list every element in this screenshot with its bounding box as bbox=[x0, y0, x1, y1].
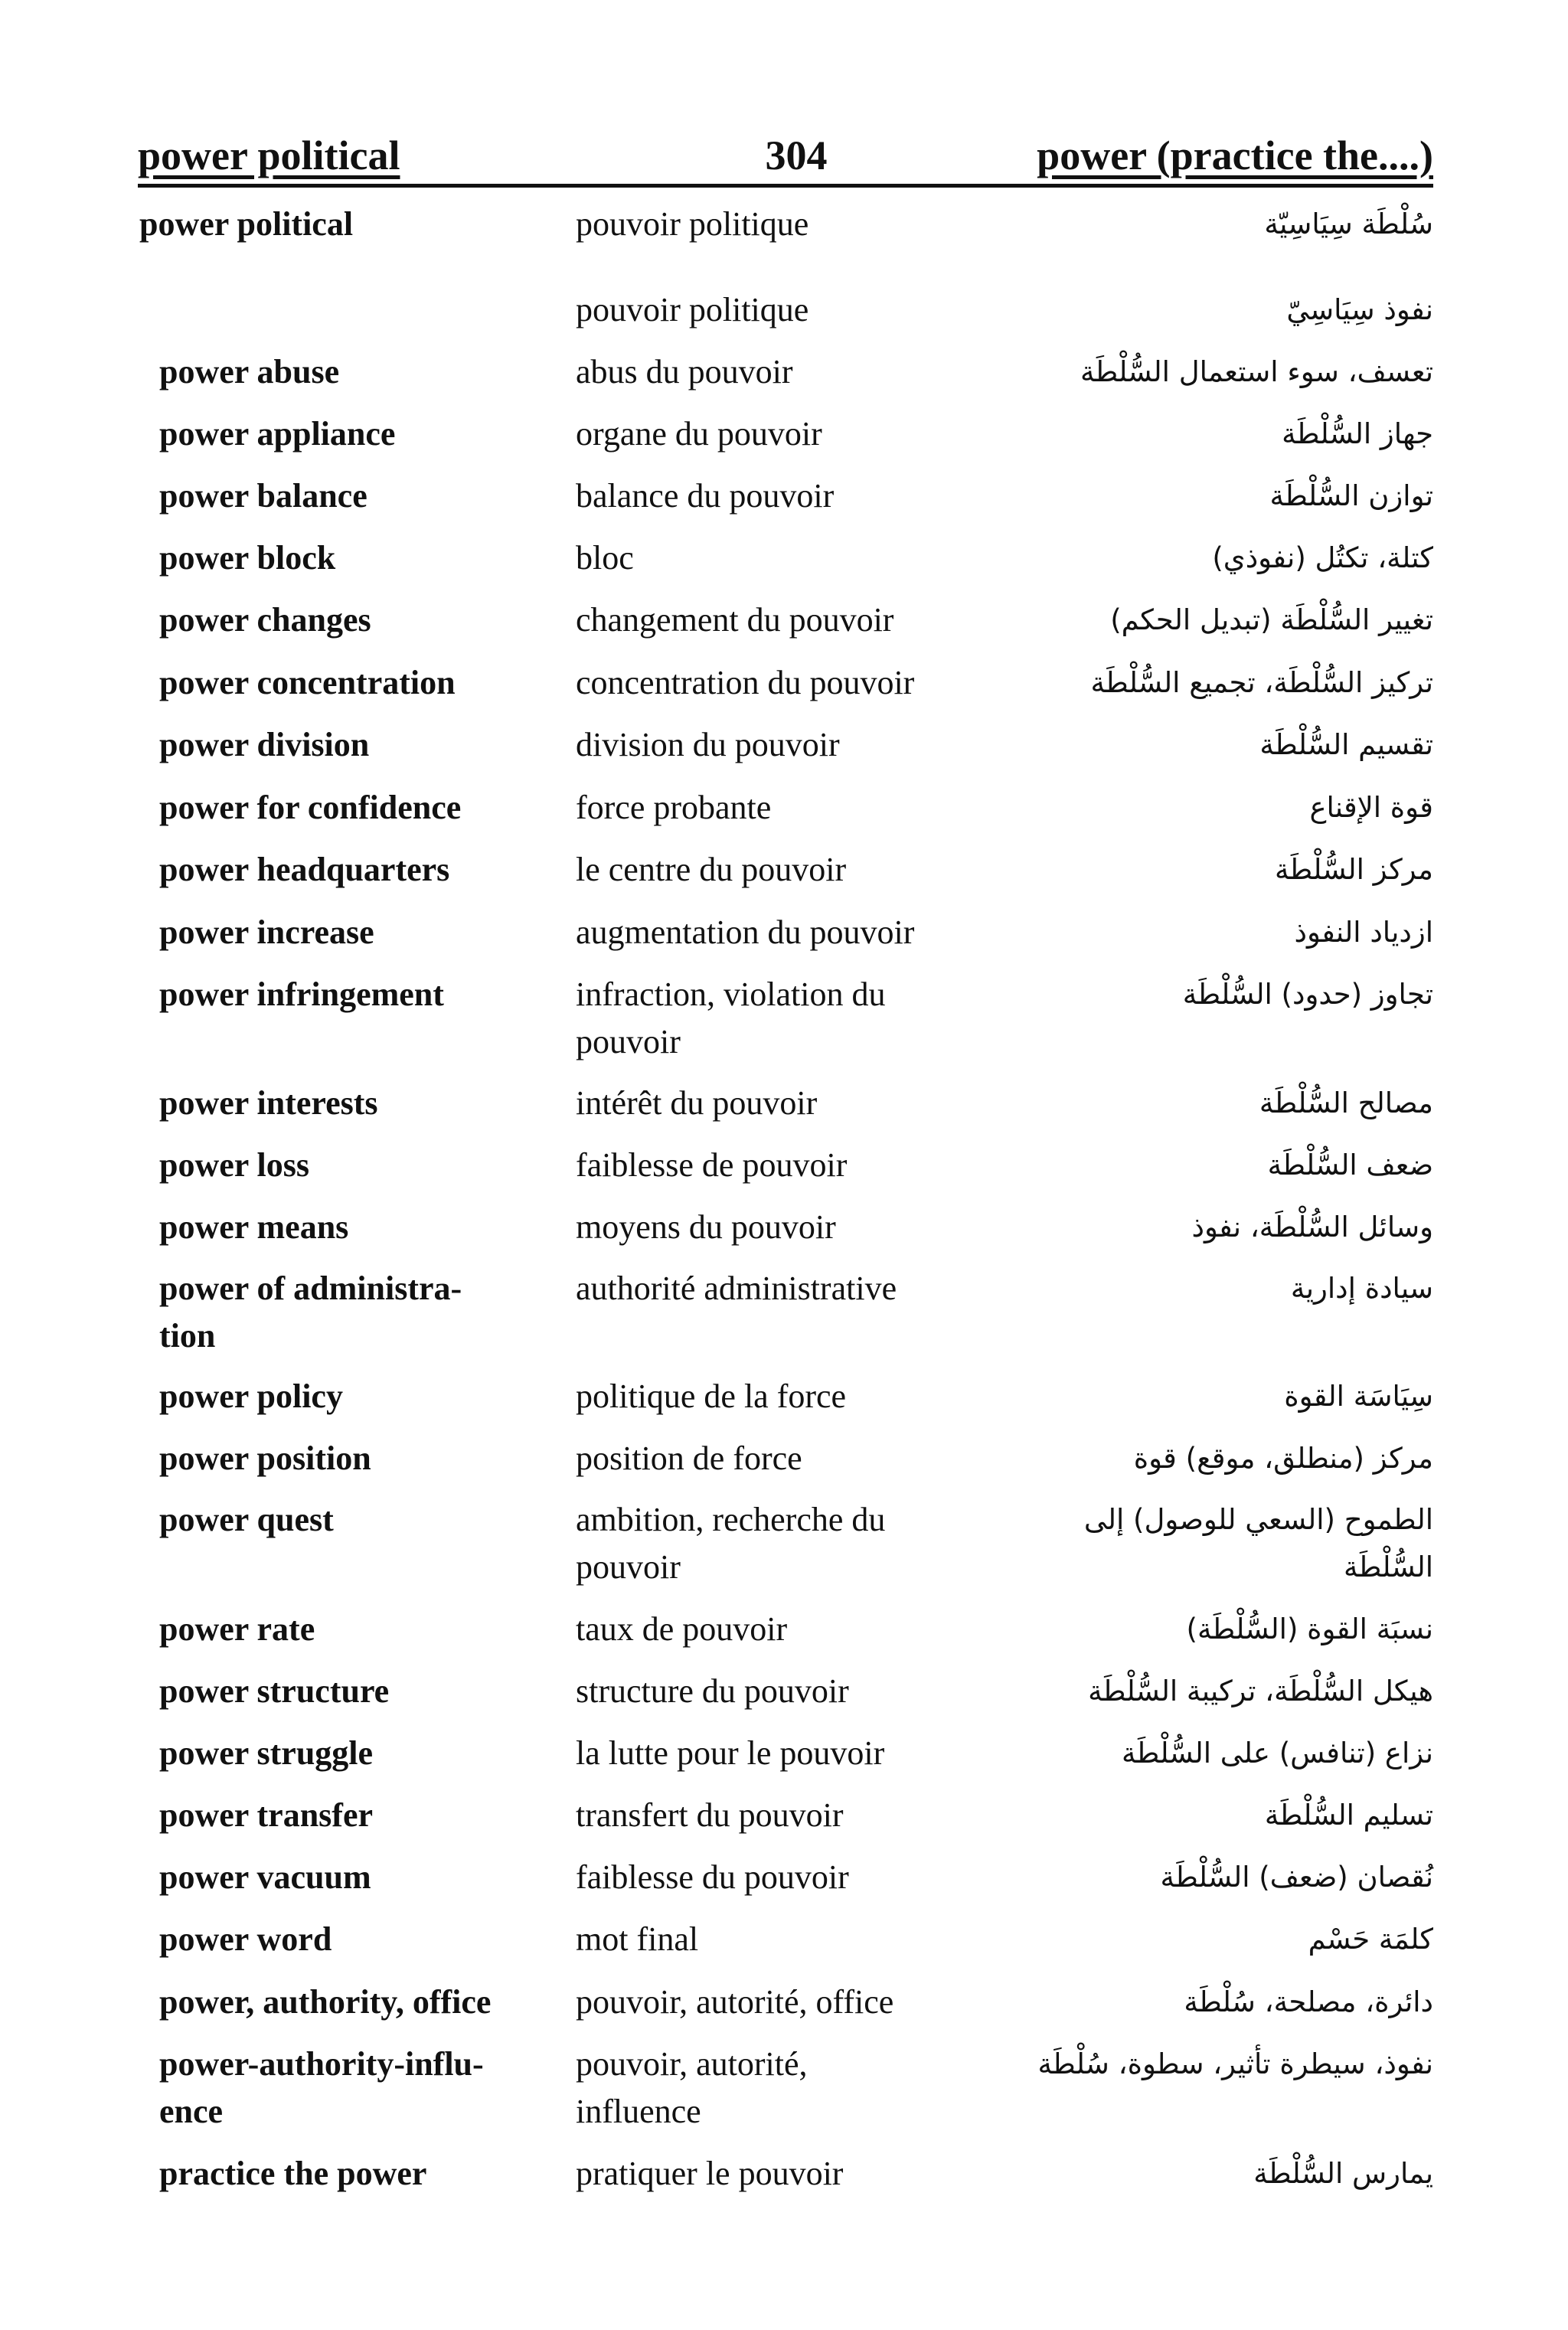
entry-french: concentration du pouvoir bbox=[576, 664, 915, 701]
entry-french: moyens du pouvoir bbox=[576, 1208, 836, 1246]
entry-term: power struggle bbox=[159, 1734, 374, 1772]
entry-term: power of administra- tion bbox=[159, 1270, 462, 1355]
entry-arabic: هيكل السُّلْطَة، تركيبة السُّلْطَة bbox=[1088, 1675, 1433, 1707]
entry-term: power position bbox=[159, 1440, 371, 1477]
entry-term: power rate bbox=[159, 1610, 315, 1648]
entry-arabic: سيادة إدارية bbox=[1290, 1272, 1433, 1305]
entry-french: intérêt du pouvoir bbox=[576, 1084, 818, 1122]
entry-french: politique de la force bbox=[576, 1377, 847, 1415]
entry-term: power concentration bbox=[159, 664, 456, 701]
entry-term: power division bbox=[159, 726, 370, 763]
entry-term: power vacuum bbox=[159, 1858, 371, 1896]
entry-term: power infringement bbox=[159, 975, 444, 1013]
entry-term: power for confidence bbox=[159, 789, 462, 826]
entry-arabic: نزاع (تنافس) على السُّلْطَة bbox=[1122, 1737, 1433, 1770]
entry-french: position de force bbox=[576, 1440, 802, 1477]
entry-term: power word bbox=[159, 1920, 332, 1958]
entry-arabic: تجاوز (حدود) السُّلْطَة bbox=[1182, 978, 1433, 1011]
entry-french: pouvoir, autorité, office bbox=[576, 1983, 894, 2021]
entry-french: authorité administrative bbox=[576, 1270, 897, 1307]
entry-arabic: سِيَاسَة القوة bbox=[1284, 1380, 1433, 1413]
entry-arabic: توازن السُّلْطَة bbox=[1269, 479, 1433, 512]
entry-arabic: نسبَة القوة (السُّلْطَة) bbox=[1186, 1613, 1433, 1645]
entry-arabic: ضعف السُّلْطَة bbox=[1267, 1149, 1433, 1181]
entry-term: power policy bbox=[159, 1377, 343, 1415]
entry-arabic: قوة الإقناع bbox=[1309, 791, 1433, 824]
entry-term: power structure bbox=[159, 1672, 390, 1710]
entry-french: organe du pouvoir bbox=[576, 415, 822, 453]
entry-arabic: سُلْطَة سِيَاسِيّة bbox=[1264, 208, 1433, 240]
entry-list bbox=[0, 201, 1568, 2299]
entry-term: power appliance bbox=[159, 415, 396, 453]
entry-arabic: مركز (منطلق، موقع) قوة bbox=[1133, 1442, 1433, 1475]
entry-french: pouvoir, autorité, influence bbox=[576, 2045, 808, 2130]
entry-arabic: كلمَة حَسْم bbox=[1308, 1923, 1433, 1956]
page-number: 304 bbox=[765, 132, 828, 178]
entry-arabic: نفوذ سِيَاسِيّ bbox=[1286, 293, 1433, 326]
entry-arabic: يمارس السُّلْطَة bbox=[1253, 2157, 1433, 2190]
entry-french: la lutte pour le pouvoir bbox=[576, 1734, 885, 1772]
entry-term: power abuse bbox=[159, 353, 340, 391]
entry-term: power quest bbox=[159, 1501, 334, 1538]
entry-arabic: دائرة، مصلحة، سُلْطَة bbox=[1184, 1985, 1433, 2018]
entry-french: balance du pouvoir bbox=[576, 477, 835, 515]
entry-arabic: تعسف، سوء استعمال السُّلْطَة bbox=[1080, 355, 1433, 388]
entry-french: infraction, violation du pouvoir bbox=[576, 975, 886, 1060]
entry-french: le centre du pouvoir bbox=[576, 851, 847, 888]
entry-arabic: وسائل السُّلْطَة، نفوذ bbox=[1191, 1211, 1433, 1243]
entry-arabic: تغيير السُّلْطَة (تبديل الحكم) bbox=[1110, 603, 1433, 636]
entry-arabic: نُقصان (ضعف) السُّلْطَة bbox=[1160, 1861, 1433, 1894]
entry-french: ambition, recherche du pouvoir bbox=[576, 1501, 886, 1586]
entry-arabic: تركيز السُّلْطَة، تجميع السُّلْطَة bbox=[1090, 666, 1433, 699]
entry-french: taux de pouvoir bbox=[576, 1610, 788, 1648]
entry-term: power-authority-influ- ence bbox=[159, 2045, 484, 2130]
entry-term: power political bbox=[139, 205, 354, 243]
entry-term: power loss bbox=[159, 1146, 309, 1184]
entry-arabic: ازدياد النفوذ bbox=[1294, 916, 1433, 949]
entry-term: power interests bbox=[159, 1084, 378, 1122]
header-rule bbox=[138, 184, 1433, 188]
entry-arabic: مصالح السُّلْطَة bbox=[1259, 1087, 1433, 1119]
entry-french: force probante bbox=[576, 789, 772, 826]
entry-term: power, authority, office bbox=[159, 1983, 492, 2021]
entry-french: faiblesse du pouvoir bbox=[576, 1858, 849, 1896]
entry-french: division du pouvoir bbox=[576, 726, 840, 763]
entry-french: bloc bbox=[576, 539, 634, 577]
entry-french: changement du pouvoir bbox=[576, 601, 894, 639]
entry-term: power changes bbox=[159, 601, 371, 639]
entry-french: pouvoir politique bbox=[576, 205, 809, 243]
entry-french: pouvoir politique bbox=[576, 291, 809, 328]
header-right-guideword: power (practice the....) bbox=[1037, 132, 1433, 178]
entry-term: power increase bbox=[159, 913, 374, 951]
entry-arabic: تسليم السُّلْطَة bbox=[1264, 1799, 1433, 1832]
entry-term: power transfer bbox=[159, 1796, 373, 1834]
entry-french: abus du pouvoir bbox=[576, 353, 793, 391]
entry-french: structure du pouvoir bbox=[576, 1672, 849, 1710]
entry-arabic: جهاز السُّلْطَة bbox=[1282, 417, 1433, 450]
entry-french: faiblesse de pouvoir bbox=[576, 1146, 848, 1184]
entry-french: transfert du pouvoir bbox=[576, 1796, 844, 1834]
entry-french: pratiquer le pouvoir bbox=[576, 2155, 844, 2192]
entry-french: augmentation du pouvoir bbox=[576, 913, 915, 951]
entry-arabic: نفوذ، سيطرة تأثير، سطوة، سُلْطَة bbox=[1037, 2047, 1433, 2080]
entry-term: power block bbox=[159, 539, 336, 577]
entry-term: power means bbox=[159, 1208, 349, 1246]
entry-french: mot final bbox=[576, 1920, 699, 1958]
entry-arabic: مركز السُّلْطَة bbox=[1274, 853, 1433, 886]
entry-term: practice the power bbox=[159, 2155, 427, 2192]
entry-arabic: كتلة، تكتُل (نفوذي) bbox=[1212, 541, 1433, 574]
entry-arabic: الطموح (السعي للوصول) إلى السُّلْطَة bbox=[1083, 1503, 1433, 1583]
entry-arabic: تقسيم السُّلْطَة bbox=[1259, 728, 1433, 761]
header-left-guideword: power political bbox=[138, 132, 400, 178]
entry-term: power balance bbox=[159, 477, 368, 515]
entry-term: power headquarters bbox=[159, 851, 450, 888]
